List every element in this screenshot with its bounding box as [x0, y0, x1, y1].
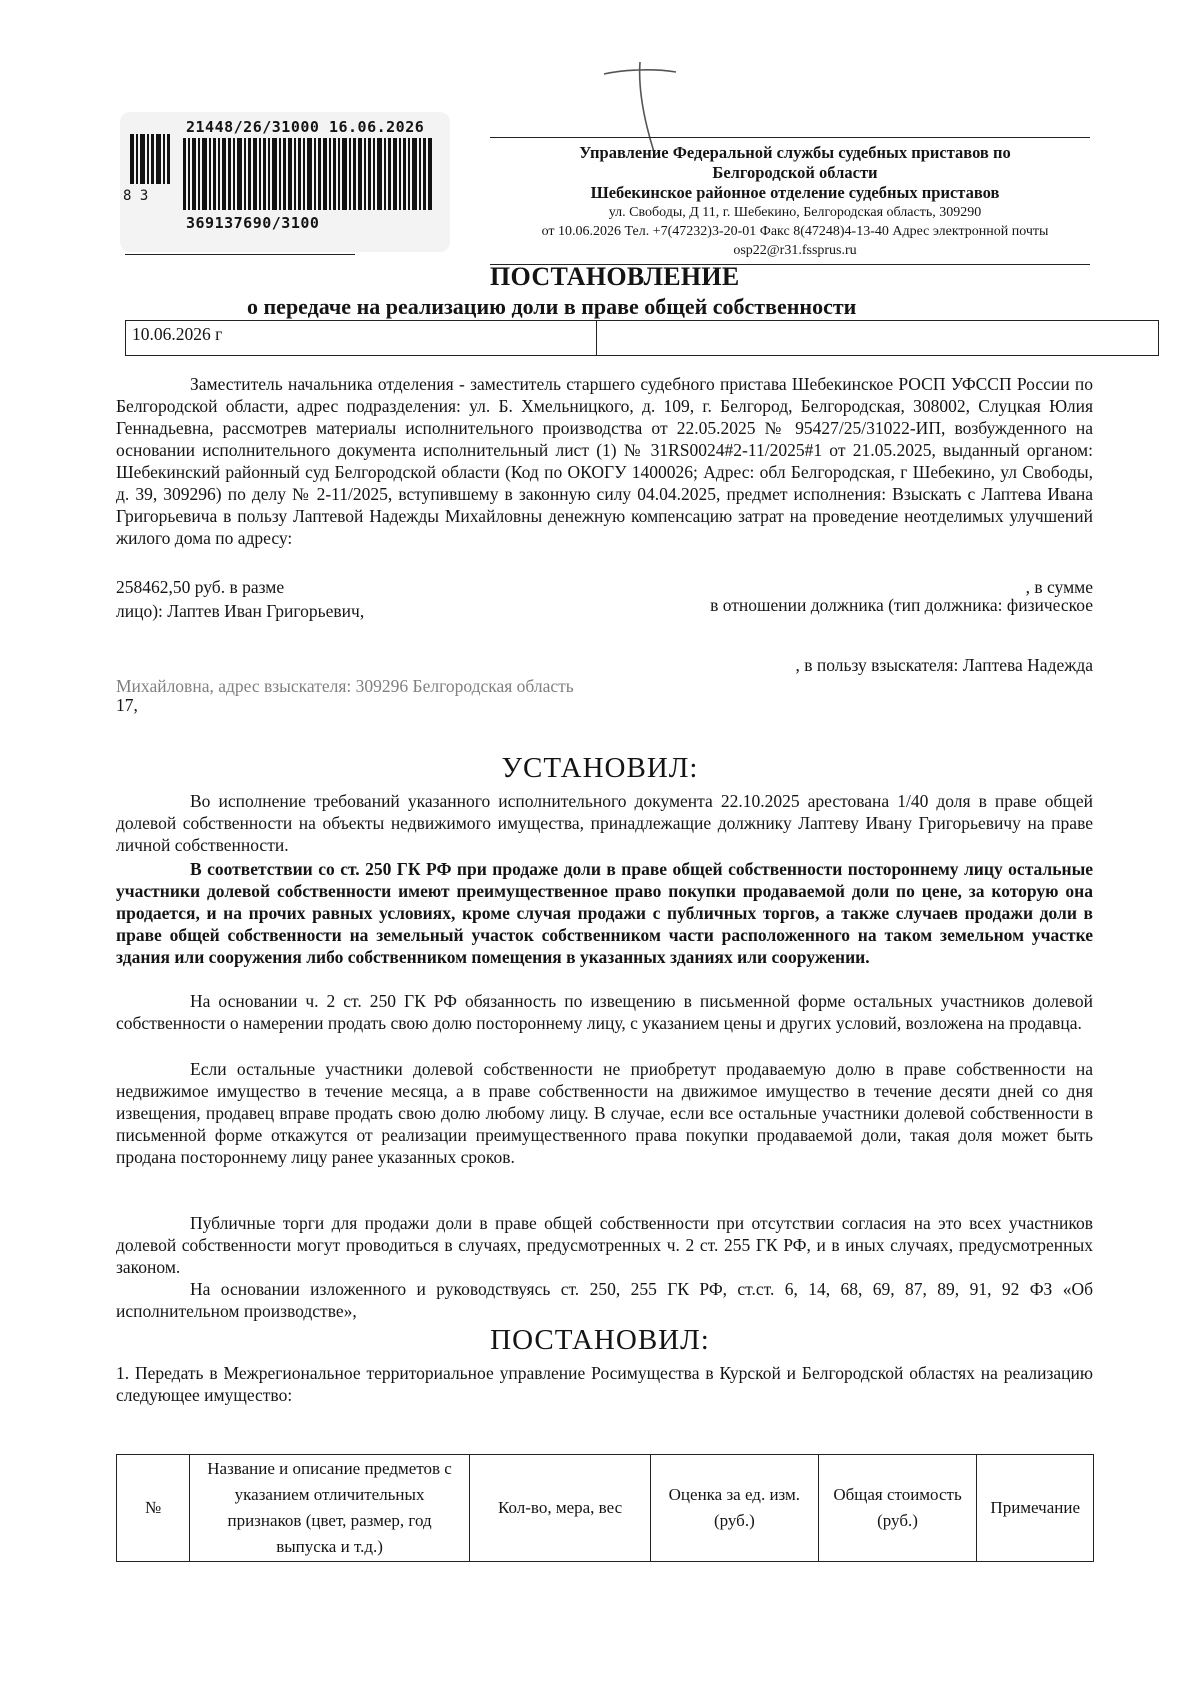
header-rule-left [125, 254, 355, 255]
intro-claimant: , в пользу взыскателя: Лаптева Надежда [795, 655, 1093, 675]
table-header-total: Общая стоимость (руб.) [818, 1455, 977, 1562]
paragraph-arrest: Во исполнение требований указанного исполнительного документа 22.10.2025 арестована 1/40 доля в праве общей долевой собственности на объекты недвижимого имущества, принадлежащие должнику Лаптеву Ивану Григорьевичу на праве личной собственности. [116, 791, 1093, 855]
barcode-small [130, 134, 170, 184]
section-heading-postanovil: ПОСТАНОВИЛ: [490, 1324, 710, 1356]
handwritten-mark [600, 60, 680, 155]
table-header-description: Название и описание предметов с указанием отличительных признаков (цвет, размер, год выпуска и т.д.) [190, 1455, 470, 1562]
paragraph-article-250: В соответствии со ст. 250 ГК РФ при продаже доли в праве общей собственности постороннему лицу остальные участники долевой собственности имеют преимущественное право покупки продаваемой доли по цене, за которую она продается, и на прочих равных условиях, кроме случая продажи с публичных торгов, а также случаев продажи доли в праве общей собственности на земельный участок собственником части расположенного на таком земельном участке здания или сооружения либо собственником помещения в указанных зданиях или сооружении. [116, 859, 1093, 967]
table-header-unit-price: Оценка за ед. изм. (руб.) [651, 1455, 818, 1562]
table-header-note: Примечание [977, 1455, 1094, 1562]
intro-debtor-type: в отношении должника (тип должника: физическое [710, 595, 1093, 615]
table-header-number: № [117, 1455, 190, 1562]
org-contacts: от 10.06.2026 Тел. +7(47232)3-20-01 Факс 8(47248)4-13-40 Адрес электронной почты [541, 224, 1049, 239]
barcode-code: 369137690/3100 [186, 214, 320, 232]
org-name-line2: Белгородской области [712, 163, 878, 182]
paragraph-legal-basis: На основании изложенного и руководствуясь ст. 250, 255 ГК РФ, ст.ст. 6, 14, 68, 69, 87, 89, 91, 92 ФЗ «Об исполнительном производстве», [116, 1279, 1093, 1321]
section-heading-ustanovil: УСТАНОВИЛ: [501, 752, 699, 784]
org-name-line1: Управление Федеральной службы судебных приставов по [579, 143, 1011, 162]
paragraph-notification: На основании ч. 2 ст. 250 ГК РФ обязанность по извещению в письменной форме остальных участников долевой собственности о намерении продать свою долю постороннему лицу, с указанием цены и других условий, возложена на продавца. [116, 991, 1093, 1033]
intro-claimant-address: Михайловна, адрес взыскателя: 309296 Белгородская область [116, 676, 574, 696]
org-address: ул. Свободы, Д 11, г. Шебекино, Белгородская область, 309290 [608, 205, 982, 220]
org-department: Шебекинское районное отделение судебных приставов [590, 183, 1000, 202]
barcode-main [183, 138, 433, 210]
header-rule-top [490, 137, 1090, 138]
document-date: 10.06.2026 г [132, 324, 223, 344]
table-header-row [117, 1455, 1094, 1562]
intro-debtor: лицо): Лаптев Иван Григорьевич, [116, 601, 365, 621]
document-subtitle: о передаче на реализацию доли в праве общей собственности [247, 294, 857, 319]
intro-claimant-tail: 17, [116, 695, 138, 715]
organization-header [455, 143, 1135, 260]
intro-amount-tail: , в сумме [1025, 577, 1093, 597]
document-title: ПОСТАНОВЛЕНИЕ [490, 262, 740, 291]
decision-item-1: 1. Передать в Межрегиональное территориальное управление Росимущества в Курской и Белгородской областях на реализацию следующее имущество: [116, 1363, 1093, 1405]
paragraph-preemptive-right: Если остальные участники долевой собственности не приобретут продаваемую долю в праве собственности на недвижимое имущество в течение месяца, а в праве собственности на движимое имущество в течение десяти дней со дня извещения, продавец вправе продать свою долю любому лицу. В случае, если все остальные участники долевой собственности в письменной форме откажутся от реализации преимущественного права покупки продаваемой доли, такая доля может быть продана постороннему лицу ранее указанных сроков. [116, 1059, 1093, 1167]
table-header-quantity: Кол-во, мера, вес [470, 1455, 651, 1562]
barcode-prefix: 8 3 [123, 188, 149, 204]
date-box [125, 320, 1159, 356]
org-email: osp22@r31.fssprus.ru [733, 243, 857, 258]
intro-amount: 258462,50 руб. в разме [116, 577, 285, 597]
property-table [116, 1454, 1094, 1562]
paragraph-public-auction: Публичные торги для продажи доли в праве общей собственности при отсутствии согласия на это всех участников долевой собственности могут проводиться в случаях, предусмотренных ч. 2 ст. 255 ГК РФ, и в иных случаях, предусмотренных законом. [116, 1213, 1093, 1277]
intro-paragraph: Заместитель начальника отделения - заместитель старшего судебного пристава Шебекинское РОСП УФССП России по Белгородской области, адрес подразделения: ул. Б. Хмельницкого, д. 109, г. Белгород, Белгородская, 308002, Слуцкая Юлия Геннадьевна, рассмотрев материалы исполнительного производства от 22.05.2025 № 95427/25/31022-ИП, возбужденного на основании исполнительного документа исполнительный лист (1) № 31RS0024#2-11/2025#1 от 21.05.2025, выданный органом: Шебекинский районный суд Белгородской области (Код по ОКОГУ 1400026; Адрес: обл Белгородская, г Шебекино, ул Свободы, д. 39, 309296) по делу № 2-11/2025, вступившему в законную силу 04.04.2025, предмет исполнения: Взыскать с Лаптева Ивана Григорьевича в пользу Лаптевой Надежды Михайловны денежную компенсацию затрат на проведение неотделимых улучшений жилого дома по адресу: [116, 374, 1093, 548]
registration-number: 21448/26/31000 16.06.2026 [186, 118, 425, 136]
